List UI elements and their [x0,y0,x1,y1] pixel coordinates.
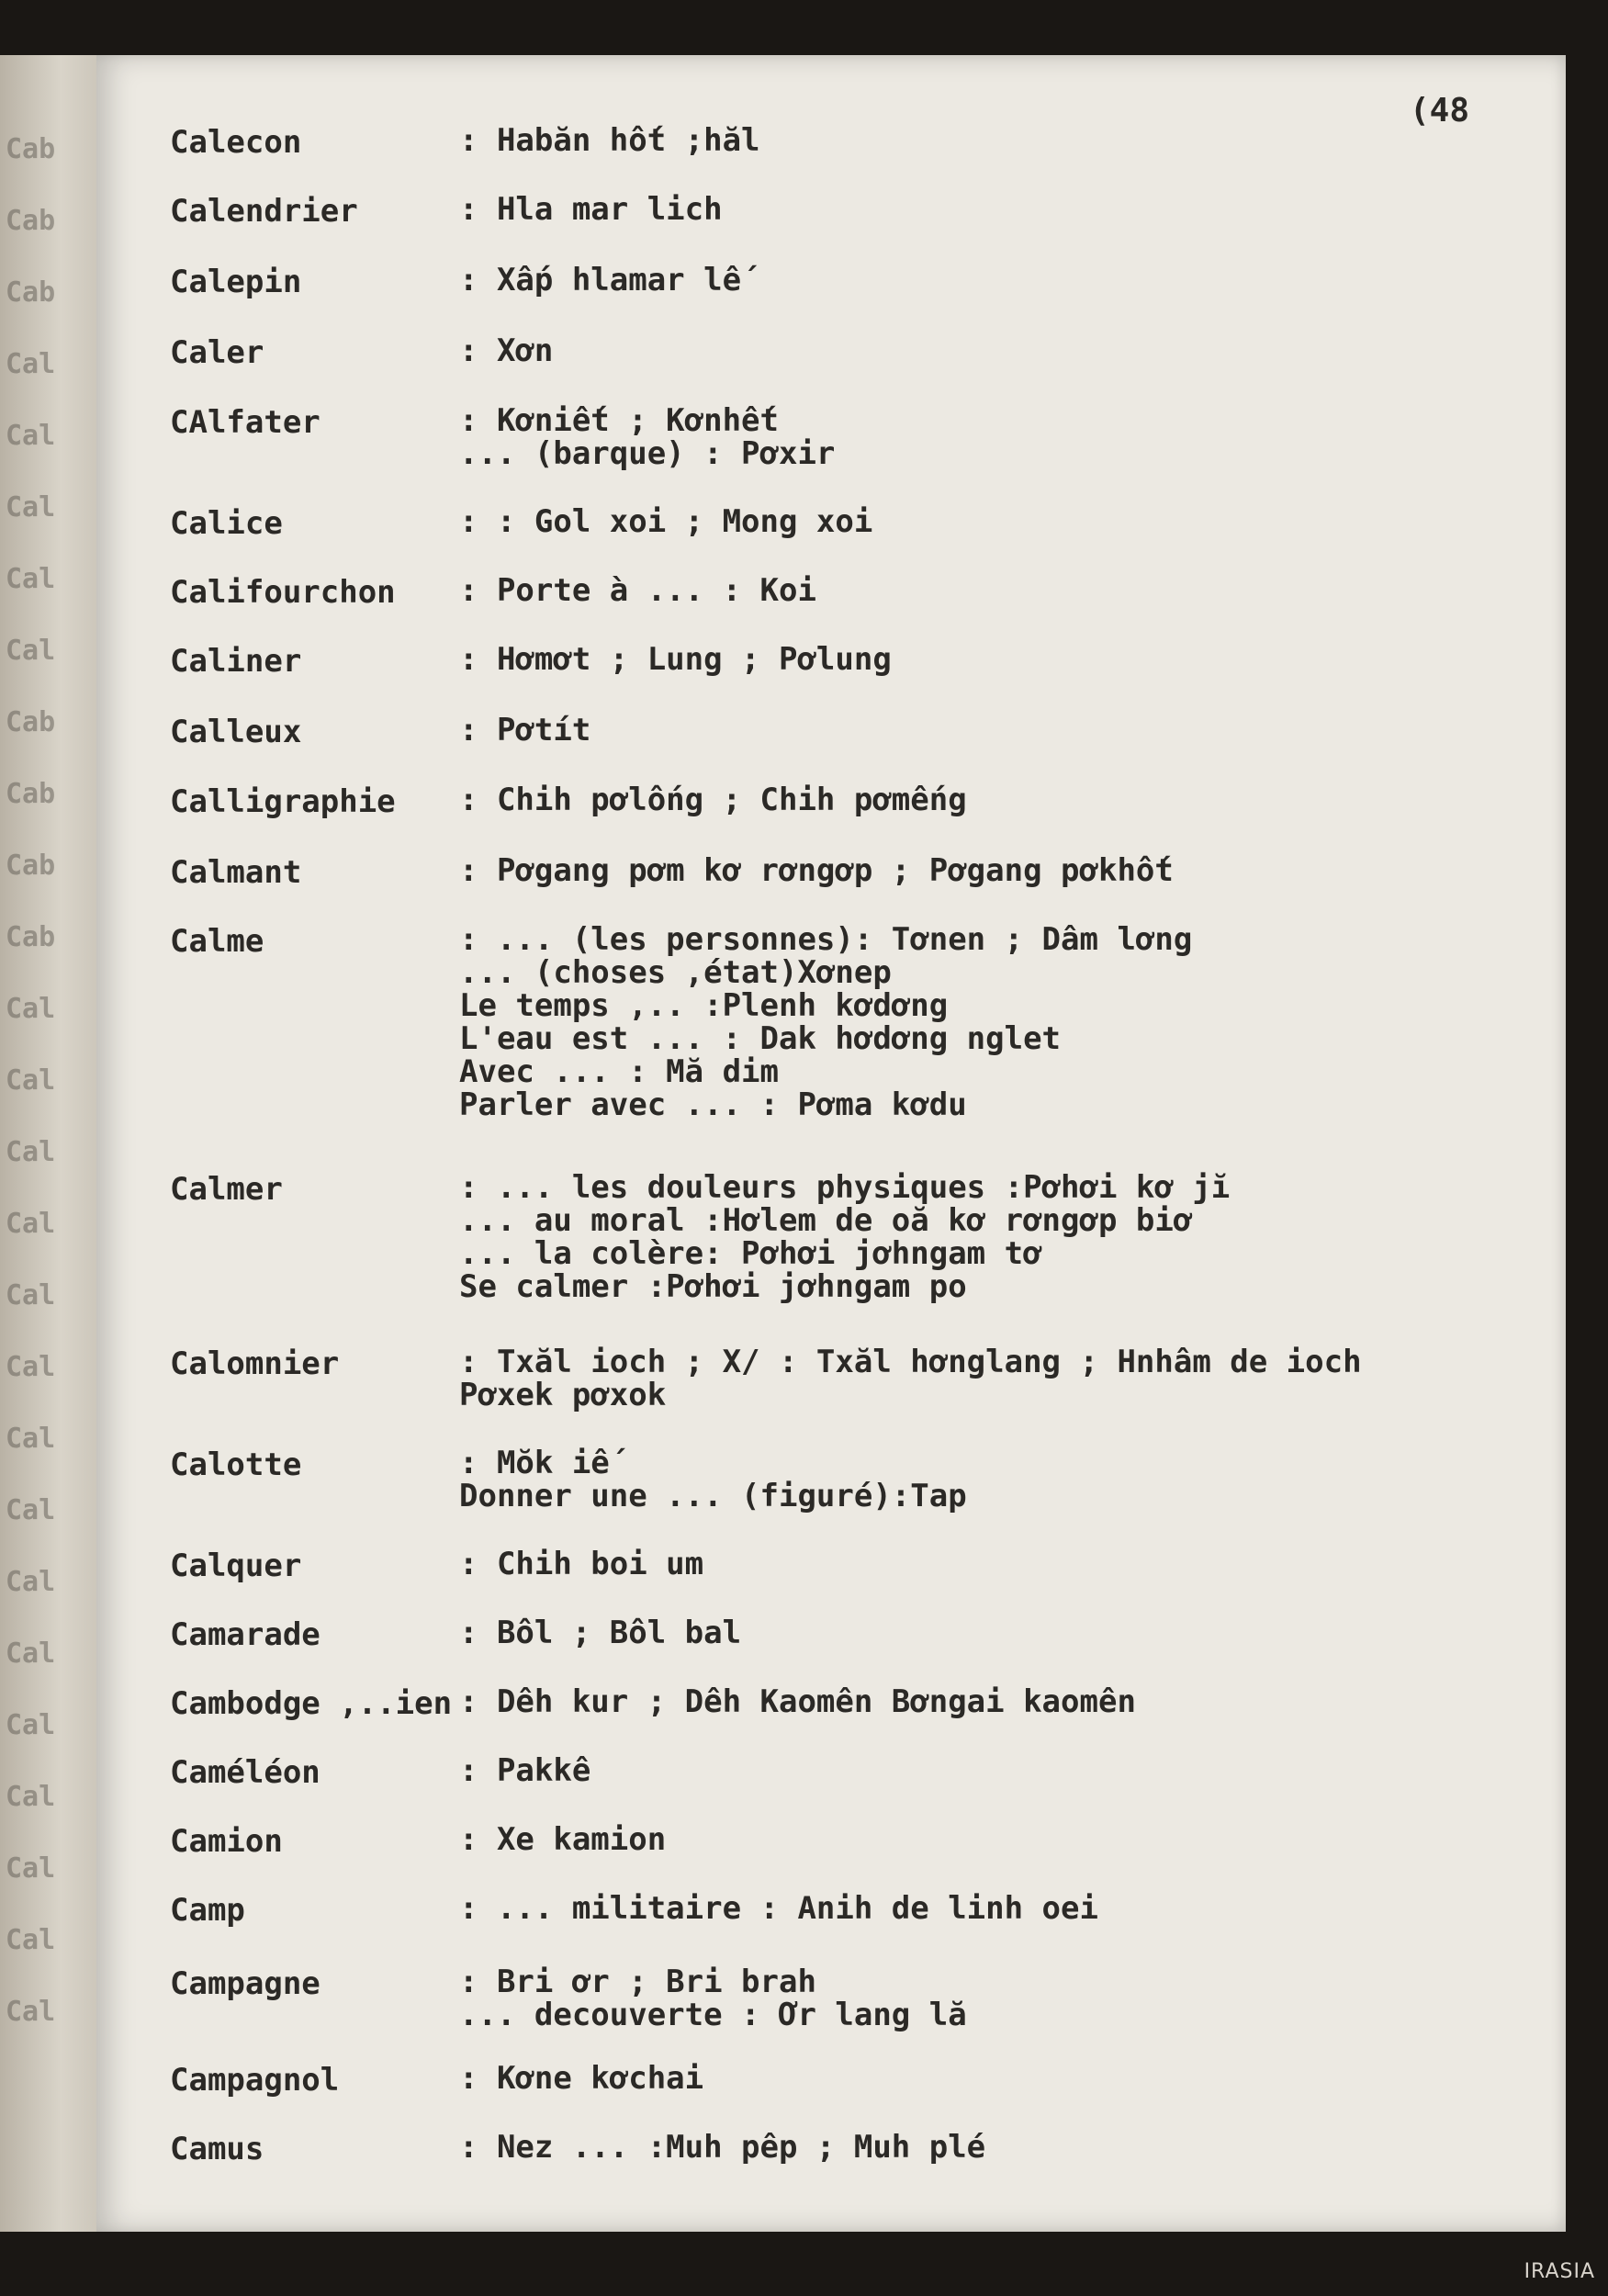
facing-page-text: Cal [6,563,56,595]
entry-term: CAlfater [170,404,320,441]
entry-definition [459,505,1543,538]
definition-line: ... (choses ,état)Xơnep [459,954,892,991]
entry-definition [459,1171,1543,1303]
definition-line: Le temps ,.. :Plenh kơdơng [459,987,949,1024]
entry-term: Camus [170,2131,264,2167]
definition-line: Pơxek pơxok [459,1377,667,1413]
definition-line: Parler avec ... : Pơma kơdu [459,1086,967,1123]
facing-page-text: Cal [6,1566,56,1598]
definition-line: : ... (les personnes): Tơnen ; Dâm lơng [459,921,1193,958]
definition-line: : Bri ơr ; Bri brah [459,1964,816,2000]
entry-term: Caler [170,334,264,371]
definition-line: : Xe kamion [459,1821,667,1858]
entry-definition [459,2062,1543,2095]
entry-definition [459,124,1543,157]
definition-line: : Pakkê [459,1752,591,1789]
facing-page-text: Cal [6,1351,56,1383]
facing-page-text: Cal [6,1136,56,1168]
entry-definition [459,783,1543,816]
definition-line: : Kơniết ; Kơnhết [459,402,779,439]
definition-line: : Kơne kơchai [459,2060,704,2097]
entry-term: Calecon [170,124,302,161]
entry-definition [459,334,1543,367]
dictionary-page [96,55,1566,2232]
facing-page-text: Cal [6,1996,56,2028]
definition-line: : Dêh kur ; Dêh Kaomên Bơngai kaomên [459,1683,1136,1720]
definition-line: : Xơn [459,332,554,369]
definition-line: : Hla mar lich [459,191,723,228]
definition-line: ... au moral :Hơlem de oă kơ rơngơp biơ [459,1202,1193,1239]
entry-definition [459,1965,1543,2032]
entry-definition [459,1823,1543,1856]
entry-definition [459,2131,1543,2164]
definition-line: L'eau est ... : Dak hơdơng nglet [459,1020,1062,1057]
entry-definition [459,264,1543,297]
facing-page-text: Cal [6,348,56,380]
facing-page-text: Cal [6,993,56,1025]
entry-term: Calendrier [170,193,358,230]
entry-term: Calleux [170,714,302,750]
entry-term: Caliner [170,643,302,680]
watermark: IRASIA [1524,2260,1595,2283]
definition-line: Avec ... : Mă dim [459,1053,779,1090]
entry-term: Califourchon [170,574,396,611]
definition-line: ... (barque) : Pơxir [459,435,836,472]
facing-page-text: Cab [6,205,56,237]
definition-line: : Chih boi um [459,1546,704,1582]
entry-term: Calme [170,923,264,960]
facing-page-text: Cal [6,1638,56,1670]
facing-page-text: Cal [6,635,56,667]
definition-line: : Pơtít [459,712,591,748]
entry-definition [459,1685,1543,1718]
entry-term: Campagnol [170,2062,340,2099]
entry-term: Calligraphie [170,783,396,820]
definition-line: Donner une ... (figuré):Tap [459,1478,967,1514]
entry-definition [459,1754,1543,1787]
page-number: (48 [1410,92,1470,129]
entry-term: Cambodge ,..ien [170,1685,453,1722]
entry-definition [459,404,1543,470]
entry-definition [459,1616,1543,1649]
definition-line: : : Gol xoi ; Mong xoi [459,503,873,540]
facing-page-text: Cal [6,1064,56,1097]
entry-definition [459,193,1543,226]
definition-line: ... decouverte : Ơr lang lă [459,1997,967,2033]
entry-definition [459,1345,1543,1412]
definition-line: : Txăl ioch ; X/ : Txăl hơnglang ; Hnhâm de ioch [459,1344,1362,1380]
entry-term: Calmer [170,1171,283,1208]
entry-term: Calice [170,505,283,542]
entry-term: Camp [170,1892,245,1929]
facing-page-text: Cal [6,1781,56,1813]
entry-definition [459,923,1543,1121]
facing-page-text: Cal [6,1924,56,1956]
facing-page-text: Cab [6,850,56,882]
facing-page-text: Cal [6,1494,56,1526]
definition-line: Se calmer :Pơhơi jơhngam po [459,1268,967,1305]
entry-definition [459,1446,1543,1513]
definition-line: : Bôl ; Bôl bal [459,1615,742,1651]
entry-term: Caméléon [170,1754,320,1791]
definition-line: : Mŏk iế [459,1445,610,1481]
facing-page-text: Cab [6,133,56,165]
entry-term: Calquer [170,1548,302,1584]
entry-definition [459,574,1543,607]
entry-definition [459,854,1543,887]
definition-line: : Porte à ... : Koi [459,572,816,609]
definition-line: : Hơmơt ; Lung ; Pơlung [459,641,892,678]
entry-term: Camion [170,1823,283,1860]
definition-line: ... la colère: Pơhơi jơhngam tơ [459,1235,1042,1272]
entry-term: Camarade [170,1616,320,1653]
left-page-edge [0,55,112,2232]
facing-page-text: Cal [6,1208,56,1240]
entry-term: Campagne [170,1965,320,2002]
facing-page-text: Cal [6,1852,56,1885]
facing-page-text: Cal [6,1423,56,1455]
facing-page-text: Cab [6,706,56,738]
definition-line: : ... les douleurs physiques :Pơhơi kơ jĭ [459,1169,1231,1206]
definition-line: : Xấp hlamar lế [459,262,742,298]
entry-definition [459,714,1543,747]
facing-page-text: Cal [6,1279,56,1311]
entry-definition [459,643,1543,676]
facing-page-text: Cal [6,1709,56,1741]
facing-page-text: Cab [6,921,56,953]
definition-line: : ... militaire : Anih de linh oei [459,1890,1098,1927]
entry-term: Calmant [170,854,302,891]
definition-line: : Habăn hốt ;hăl [459,122,760,159]
facing-page-text: Cal [6,420,56,452]
facing-page-text: Cal [6,491,56,523]
entry-term: Calomnier [170,1345,340,1382]
entry-definition [459,1548,1543,1581]
facing-page-text: Cab [6,778,56,810]
entry-definition [459,1892,1543,1925]
definition-line: : Nez ... :Muh pêp ; Muh plé [459,2129,986,2166]
definition-line: : Pơgang pơm kơ rơngơp ; Pơgang pơkhốt [459,852,1174,889]
entry-term: Calotte [170,1446,302,1483]
definition-line: : Chih pơlống ; Chih pơmếng [459,782,967,818]
facing-page-text: Cab [6,276,56,309]
entry-term: Calepin [170,264,302,300]
